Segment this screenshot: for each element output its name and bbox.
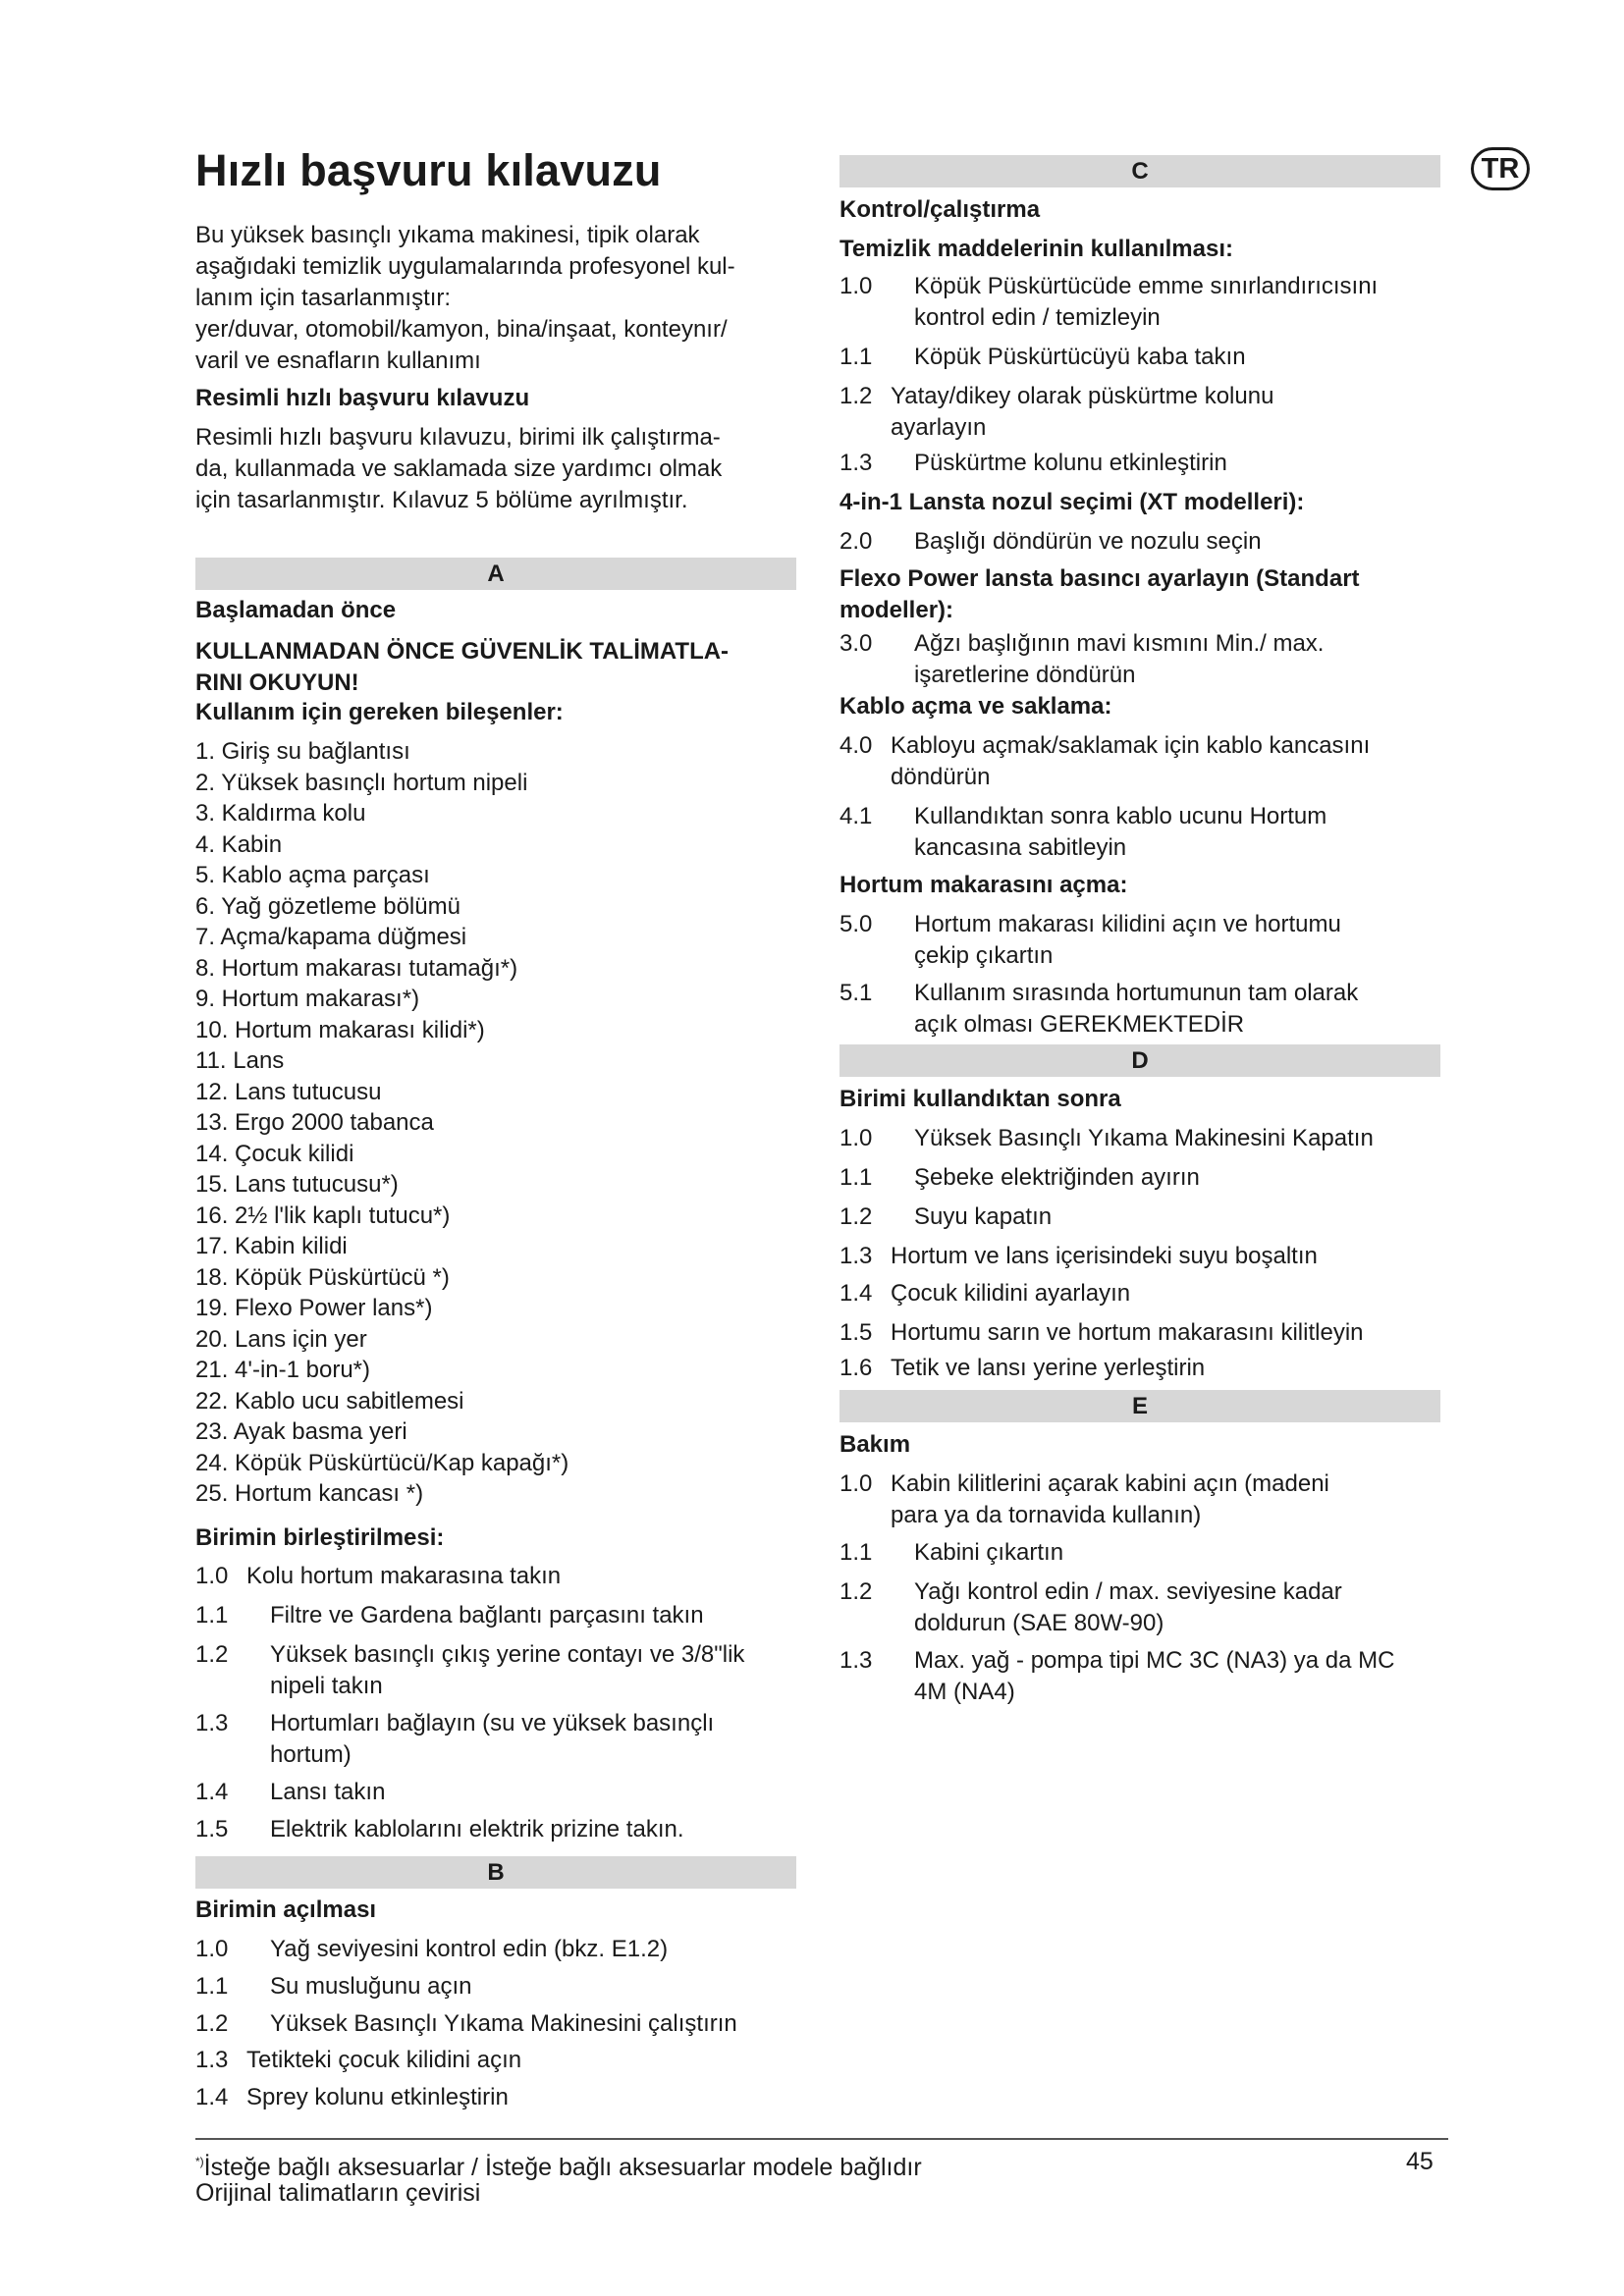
item-number: 1.5 <box>195 1816 229 1842</box>
item-text: Yüksek basınçlı çıkış yerine contayı ve 3/8"lik nipeli takın <box>270 1641 745 1699</box>
item-number: 1.2 <box>839 1203 873 1230</box>
cable-heading: Kablo açma ve saklama: <box>839 693 1112 720</box>
item-text: Yatay/dikey olarak püskürtme kolunu ayarlayın <box>891 383 1274 441</box>
section-b-bar: B <box>195 1856 796 1889</box>
illustrated-guide-heading: Resimli hızlı başvuru kılavuzu <box>195 385 530 411</box>
item-number: 1.0 <box>195 1563 229 1589</box>
item-number: 5.1 <box>839 980 873 1006</box>
item-text: Max. yağ - pompa tipi MC 3C (NA3) ya da MC 4M (NA4) <box>914 1647 1395 1705</box>
section-d-heading: Birimi kullandıktan sonra <box>839 1086 1121 1112</box>
page-title: Hızlı başvuru kılavuzu <box>195 145 662 195</box>
item-number: 2.0 <box>839 528 873 555</box>
item-text: Kabin kilitlerini açarak kabini açın (madeni para ya da tornavida kullanın) <box>891 1470 1329 1528</box>
item-number: 4.0 <box>839 732 873 759</box>
item-text: Lansı takın <box>270 1779 386 1805</box>
section-b-heading: Birimin açılması <box>195 1896 377 1923</box>
item-number: 1.0 <box>839 273 873 299</box>
item-number: 3.0 <box>839 630 873 657</box>
item-number: 1.3 <box>839 450 873 476</box>
item-text: Filtre ve Gardena bağlantı parçasını takın <box>270 1602 704 1629</box>
item-text: Kullandıktan sonra kablo ucunu Hortum kancasına sabitleyin <box>914 803 1327 861</box>
item-number: 1.4 <box>195 2084 229 2110</box>
item-number: 1.3 <box>195 2047 229 2073</box>
item-number: 1.1 <box>839 1164 873 1191</box>
item-number: 1.1 <box>195 1602 229 1629</box>
item-number: 1.3 <box>839 1243 873 1269</box>
item-text: Su musluğunu açın <box>270 1973 472 2000</box>
component-item: 17. Kabin kilidi <box>195 1233 348 1259</box>
item-text: Yüksek Basınçlı Yıkama Makinesini Kapatın <box>914 1125 1374 1151</box>
cleaning-heading: Temizlik maddelerinin kullanılması: <box>839 236 1234 262</box>
component-item: 9. Hortum makarası*) <box>195 986 420 1012</box>
section-d-bar: D <box>839 1044 1440 1077</box>
component-item: 6. Yağ gözetleme bölümü <box>195 892 460 920</box>
component-item: 25. Hortum kancası *) <box>195 1480 424 1507</box>
translation-note: Orijinal talimatların çevirisi <box>195 2179 481 2207</box>
item-number: 1.2 <box>195 2010 229 2037</box>
item-text: Kolu hortum makarasına takın <box>246 1563 562 1589</box>
item-number: 1.2 <box>839 1578 873 1605</box>
item-number: 4.1 <box>839 803 873 829</box>
component-item: 11. Lans <box>195 1047 285 1074</box>
component-item: 19. Flexo Power lans*) <box>195 1295 433 1321</box>
footnote-text: İsteğe bağlı aksesuarlar / İsteğe bağlı aksesuarlar modele bağlıdır <box>203 2154 922 2181</box>
component-item: 14. Çocuk kilidi <box>195 1140 354 1167</box>
illustrated-guide-text: Resimli hızlı başvuru kılavuzu, birimi ilk çalıştırma- da, kullanmada ve saklamada size yardımcı olmak için tasarlanmıştır. Kılavuz 5 bölüme ayrılmıştır. <box>195 424 723 513</box>
item-text: Elektrik kablolarını elektrik prizine takın. <box>270 1816 684 1842</box>
item-number: 1.6 <box>839 1355 873 1381</box>
footnote-mark: *) <box>195 2155 204 2168</box>
item-text: Ağzı başlığının mavi kısmını Min./ max. işaretlerine döndürün <box>914 630 1325 688</box>
item-text: Hortumları bağlayın (su ve yüksek basınçlı hortum) <box>270 1710 715 1768</box>
component-item: 1. Giriş su bağlantısı <box>195 738 410 765</box>
item-text: Çocuk kilidini ayarlayın <box>891 1280 1131 1307</box>
component-item: 15. Lans tutucusu*) <box>195 1171 399 1198</box>
item-text: Sprey kolunu etkinleştirin <box>246 2084 509 2110</box>
item-text: Suyu kapatın <box>914 1203 1053 1230</box>
item-text: Püskürtme kolunu etkinleştirin <box>914 450 1227 476</box>
component-item: 4. Kabin <box>195 830 283 858</box>
component-item: 16. 2½ l'lik kaplı tutucu*) <box>195 1201 451 1229</box>
component-item: 23. Ayak basma yeri <box>195 1418 407 1445</box>
item-number: 1.4 <box>195 1779 229 1805</box>
item-text: Yüksek Basınçlı Yıkama Makinesini çalıştırın <box>270 2010 737 2037</box>
item-number: 1.1 <box>195 1973 229 2000</box>
component-item: 22. Kablo ucu sabitlemesi <box>195 1387 464 1415</box>
assembly-heading: Birimin birleştirilmesi: <box>195 1524 445 1551</box>
item-number: 1.1 <box>839 1539 873 1566</box>
component-item: 12. Lans tutucusu <box>195 1078 382 1105</box>
language-badge: TR <box>1471 147 1530 190</box>
item-text: Yağ seviyesini kontrol edin (bkz. E1.2) <box>270 1936 669 1962</box>
item-text: Kabloyu açmak/saklamak için kablo kancasını döndürün <box>891 732 1371 790</box>
component-item: 8. Hortum makarası tutamağı*) <box>195 954 518 982</box>
component-item: 10. Hortum makarası kilidi*) <box>195 1016 485 1043</box>
item-number: 1.2 <box>839 383 873 409</box>
section-e-bar: E <box>839 1390 1440 1422</box>
component-item: 7. Açma/kapama düğmesi <box>195 924 467 950</box>
item-text: Tetikteki çocuk kilidini açın <box>246 2047 522 2073</box>
component-item: 5. Kablo açma parçası <box>195 862 430 888</box>
section-a-heading: Başlamadan önce <box>195 597 397 623</box>
item-number: 1.4 <box>839 1280 873 1307</box>
safety-warning: KULLANMADAN ÖNCE GÜVENLİK TALİMATLA- RINI OKUYUN! <box>195 638 730 696</box>
intro-text: Bu yüksek basınçlı yıkama makinesi, tipik olarak aşağıdaki temizlik uygulamalarında profesyonel kul- lanım için tasarlanmıştır: yer/duvar, otomobil/kamyon, bina/inşaat, konteynır/ varil ve esnafların kullanımı <box>195 222 735 374</box>
item-text: Kullanım sırasında hortumunun tam olarak açık olması GEREKMEKTEDİR <box>914 980 1359 1038</box>
reel-heading: Hortum makarasını açma: <box>839 872 1128 898</box>
item-number: 1.0 <box>195 1936 229 1962</box>
section-e-heading: Bakım <box>839 1431 911 1458</box>
item-number: 1.0 <box>839 1470 873 1497</box>
component-item: 20. Lans için yer <box>195 1325 367 1353</box>
item-text: Hortum makarası kilidini açın ve hortumu çekip çıkartın <box>914 911 1341 969</box>
item-text: Yağı kontrol edin / max. seviyesine kadar doldurun (SAE 80W-90) <box>914 1578 1342 1636</box>
item-text: Tetik ve lansı yerine yerleştirin <box>891 1355 1206 1381</box>
item-number: 1.5 <box>839 1319 873 1346</box>
item-number: 1.3 <box>839 1647 873 1674</box>
item-number: 1.0 <box>839 1125 873 1151</box>
page-number: 45 <box>1406 2148 1434 2175</box>
item-number: 1.2 <box>195 1641 229 1668</box>
section-c-heading: Kontrol/çalıştırma <box>839 196 1041 223</box>
item-number: 1.1 <box>839 344 873 370</box>
section-c-bar: C <box>839 155 1440 187</box>
item-number: 5.0 <box>839 911 873 937</box>
component-item: 3. Kaldırma kolu <box>195 800 366 827</box>
component-item: 18. Köpük Püskürtücü *) <box>195 1263 450 1291</box>
footer-divider <box>195 2138 1448 2140</box>
nozzle-heading: 4-in-1 Lansta nozul seçimi (XT modelleri): <box>839 489 1305 515</box>
component-item: 24. Köpük Püskürtücü/Kap kapağı*) <box>195 1449 569 1476</box>
item-text: Hortumu sarın ve hortum makarasını kilitleyin <box>891 1319 1364 1346</box>
component-item: 13. Ergo 2000 tabanca <box>195 1109 434 1136</box>
item-text: Başlığı döndürün ve nozulu seçin <box>914 528 1262 555</box>
item-text: Hortum ve lans içerisindeki suyu boşaltın <box>891 1243 1318 1269</box>
component-item: 2. Yüksek basınçlı hortum nipeli <box>195 769 528 796</box>
item-text: Kabini çıkartın <box>914 1539 1064 1566</box>
item-text: Köpük Püskürtücüde emme sınırlandırıcısını kontrol edin / temizleyin <box>914 273 1379 331</box>
flexo-heading: Flexo Power lansta basıncı ayarlayın (Standart modeller): <box>839 565 1360 623</box>
item-text: Şebeke elektriğinden ayırın <box>914 1164 1200 1191</box>
components-heading: Kullanım için gereken bileşenler: <box>195 699 564 725</box>
item-number: 1.3 <box>195 1710 229 1736</box>
section-a-bar: A <box>195 558 796 590</box>
component-item: 21. 4'-in-1 boru*) <box>195 1357 371 1383</box>
item-text: Köpük Püskürtücüyü kaba takın <box>914 344 1246 370</box>
